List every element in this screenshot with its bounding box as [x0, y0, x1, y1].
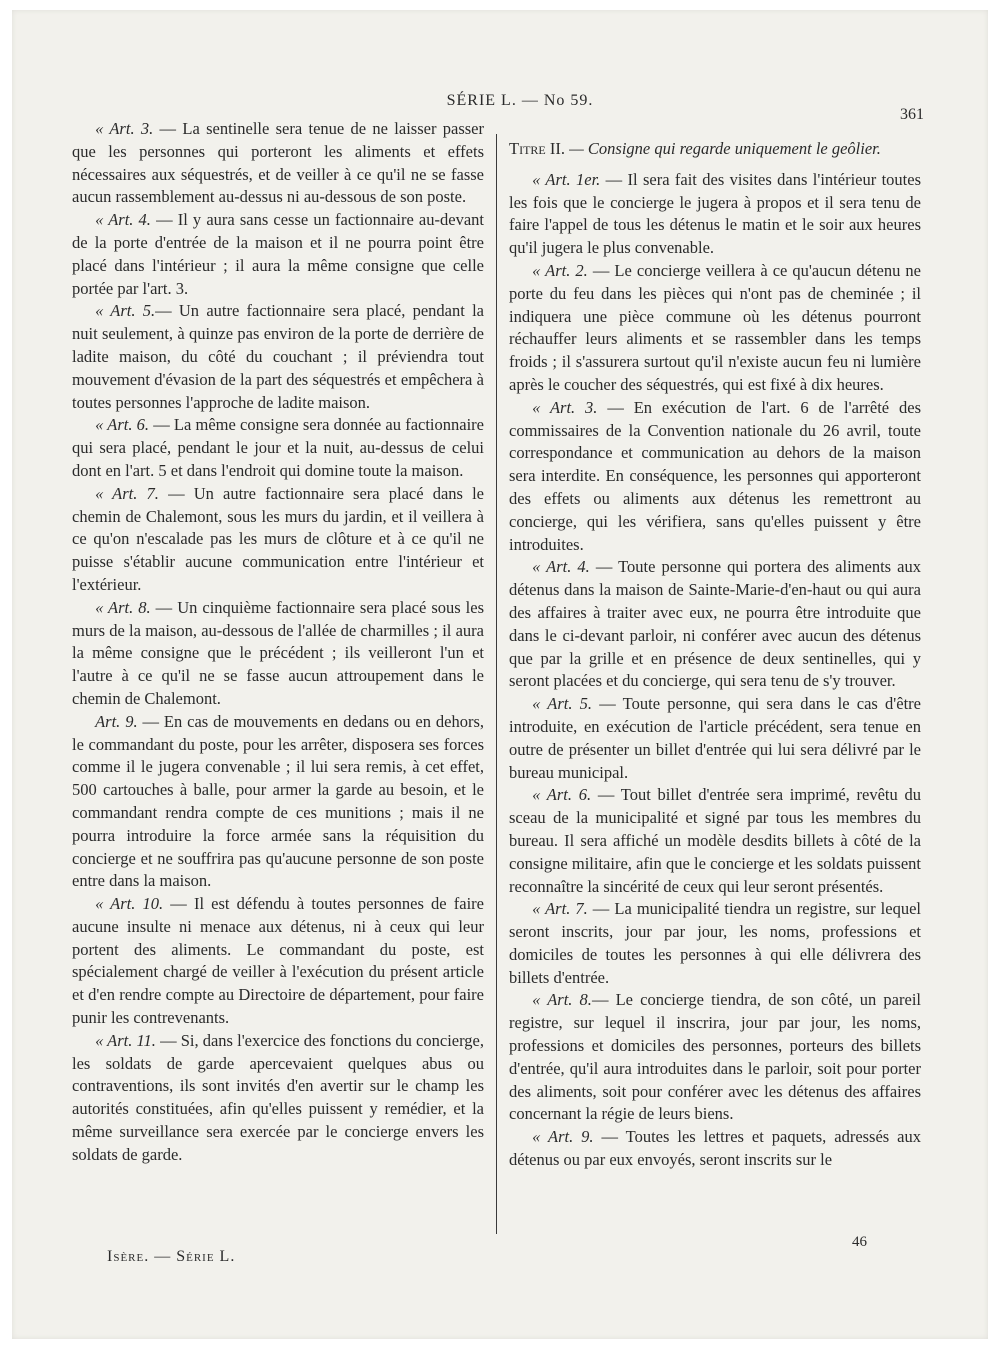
article-number: « Art. 3. [532, 397, 598, 417]
article-paragraph [72, 1030, 484, 1167]
article-paragraph [72, 414, 484, 482]
article-number: « Art. 2. [532, 260, 588, 280]
article-paragraph [72, 118, 484, 209]
article-paragraph [72, 483, 484, 597]
article-text: — Toutes les lettres et paquets, adressés aux détenus ou par eux envoyés, seront inscrits sur le [509, 1127, 921, 1170]
article-text: — Un autre factionnaire sera placé dans le chemin de Chalemont, sous les murs du jardin, et il veillera à ce qu'on n'escalade pas les murs de clôture et à ce qu'il ne puisse s'établir aucune communication entre l'intérieur et l'extérieur. [72, 483, 484, 594]
sheet-number: 46 [852, 1234, 867, 1250]
document-page [12, 10, 988, 1339]
article-number: « Art. 7. [95, 483, 159, 503]
column-divider [496, 134, 497, 1234]
article-text: — En cas de mouvements en dedans ou en dehors, le commandant du poste, pour les arrêter, disposera ses forces comme il le jugera convenable ; il lui sera remis, à cet effet, 500 cartouches à balle, pour armer la garde au besoin, et le commandant rendra compte de ces munitions ; mais il ne pourra introduire la force armée sans la réquisition du concierge et ne souffrira pas qu'aucune personne de son poste entre dans la maison. [72, 711, 484, 891]
article-paragraph [509, 169, 921, 260]
article-paragraph [72, 300, 484, 414]
article-text: — Toute personne qui portera des aliments aux détenus dans la maison de Sainte-Marie-d'en-haut ou qui aura des affaires à traiter avec eux, ne pourra être introduite que dans le ci-devant parloir, ni conférer avec aucun des détenus que par la grille et en présence de deux sentinelles, qui y seront placées et du concierge, qui sera tenu de s'y trouver. [509, 557, 921, 691]
article-number: « Art. 7. [532, 899, 588, 919]
article-paragraph [72, 893, 484, 1030]
article-paragraph [72, 597, 484, 711]
article-paragraph [509, 693, 921, 784]
article-number: « Art. 11. [95, 1030, 156, 1050]
article-text: — Un cinquième factionnaire sera placé sous les murs de la maison, au-dessous de l'allée de charmilles ; il aura la même consigne que le précédent ; ils veilleront l'un et l'autre à ce qu'il ne se fasse aucun attroupement dans le chemin de Chalemont. [72, 597, 484, 708]
article-text: — La même consigne sera donnée au factionnaire qui sera placé, pendant le jour et la nuit, au-dessus de celui dont en l'art. 5 et dans l'endroit qui domine toute la maison. [72, 415, 484, 480]
left-column [72, 118, 484, 1167]
article-number: « Art. 3. [95, 119, 154, 138]
article-number: Art. 9. [95, 711, 138, 731]
article-number: « Art. 4. [95, 210, 151, 230]
article-number: « Art. 5. [532, 694, 593, 714]
right-column [509, 138, 921, 1172]
article-paragraph [72, 711, 484, 893]
article-paragraph [509, 784, 921, 898]
article-number: « Art. 10. [95, 894, 164, 914]
article-number: « Art. 8. [532, 990, 592, 1010]
article-number: « Art. 6. [95, 415, 150, 435]
article-text: — Tout billet d'entrée sera imprimé, revêtu du sceau de la municipalité et signé par tous les membres du bureau. Il sera affiché un modèle desdits billets à côté de la consigne militaire, afin que le concierge et les soldats puissent reconnaître la sincérité de ceux qui leur seront présentés. [509, 785, 921, 896]
section-title [509, 138, 921, 161]
article-number: « Art. 1er. [532, 169, 601, 189]
article-text: — Un autre factionnaire sera placé, pendant la nuit seulement, à quinze pas environ de la porte de derrière de ladite maison, du côté du couchant ; il préviendra tout mouvement d'évasion de la part des séquestrés et empêchera à toutes personnes l'approche de ladite maison. [72, 301, 484, 412]
article-text: — La sentinelle sera tenue de ne laisser passer que les personnes qui porteront les aliments et effets nécessaires aux séquestrés, et de veiller à ce qu'il ne se fasse aucun rassemblement au-dessus ni au-dessous de son poste. [72, 119, 484, 207]
article-text: — Si, dans l'exercice des fonctions du concierge, les soldats de garde apercevaient quelques abus ou contraventions, ils sont invités d'en avertir sur le champ les autorités constituées, afin qu'elles puissent y remédier, et la même surveillance sera exercée par le concierge envers les soldats de garde. [72, 1030, 484, 1164]
article-number: « Art. 6. [532, 785, 592, 805]
section-title-text: — Consigne qui regarde uniquement le geôlier. [564, 139, 881, 158]
running-header: SÉRIE L. — No 59. [446, 92, 594, 109]
right-paragraphs [509, 169, 921, 1172]
article-number: « Art. 5. [95, 301, 156, 321]
article-number: « Art. 9. [532, 1127, 594, 1147]
article-paragraph [509, 397, 921, 557]
article-paragraph [509, 1126, 921, 1172]
article-number: « Art. 8. [95, 597, 151, 617]
article-paragraph [509, 260, 921, 397]
article-text: — Le concierge tiendra, de son côté, un pareil registre, sur lequel il inscrira, jour par jour, les noms, professions et domiciles des personnes, porteurs des billets d'entrée, qu'il aura introduites dans le parloir, soit pour porter des aliments, soit pour conférer avec les détenus des affaires concernant la régie de leurs biens. [509, 990, 921, 1124]
article-text: — Il sera fait des visites dans l'intérieur toutes les fois que le concierge le jugera à propos et il sera tenu de faire l'appel de tous les détenus le matin et le soir aux heures qu'il jugera le plus convenable. [509, 169, 922, 258]
article-text: — Toute personne, qui sera dans le cas d'être introduite, en exécution de l'article précédent, sera tenue en outre de présenter un billet d'entrée qui lui sera délivré par le bureau municipal. [509, 694, 921, 782]
article-text: — En exécution de l'art. 6 de l'arrêté des commissaires de la Convention nationale du 26 avril, toute correspondance et communication au dehors de la maison sera interdite. En conséquence, les personnes qui apporteront des effets ou aliments aux détenus les remettront au concierge, qui les vérifiera, sans qu'elles puissent y être introduites. [509, 397, 921, 554]
section-title-label: Titre II. [509, 139, 565, 158]
article-number: « Art. 4. [532, 557, 590, 577]
article-text: — Le concierge veillera à ce qu'aucun détenu ne porte du feu dans les pièces qui n'ont pas de cheminée ; il indiquera une pièce commune où les détenus pourront réchauffer leurs aliments et se rassembler dans les temps froids ; il s'assurera surtout qu'il n'existe aucun feu ni lumière après le coucher des séquestrés, qui est fixé à dix heures. [509, 260, 921, 394]
footer-title: Isère. — Série L. [107, 1248, 236, 1265]
article-text: — Il y aura sans cesse un factionnaire au-devant de la porte d'entrée de la maison et il ne pourra point être placé dans l'intérieur ; il aura la même consigne que celle portée par l'art. 3. [72, 210, 484, 298]
article-text: — La municipalité tiendra un registre, sur lequel seront inscrits, jour par jour, les noms, professions et domiciles de toutes les personnes à qui elle délivrera des billets d'entrée. [509, 899, 921, 987]
article-text: — Il est défendu à toutes personnes de faire aucune insulte ni menace aux détenus, ni à ceux qui leur portent des aliments. Le commandant du poste, est spécialement chargé de veiller à l'exécution du présent article et d'en rendre compte au Directoire de département, pour faire punir les contrevenants. [72, 894, 484, 1028]
article-paragraph [509, 556, 921, 693]
article-paragraph [509, 989, 921, 1126]
article-paragraph [72, 209, 484, 300]
page-number: 361 [900, 106, 924, 123]
article-paragraph [509, 898, 921, 989]
